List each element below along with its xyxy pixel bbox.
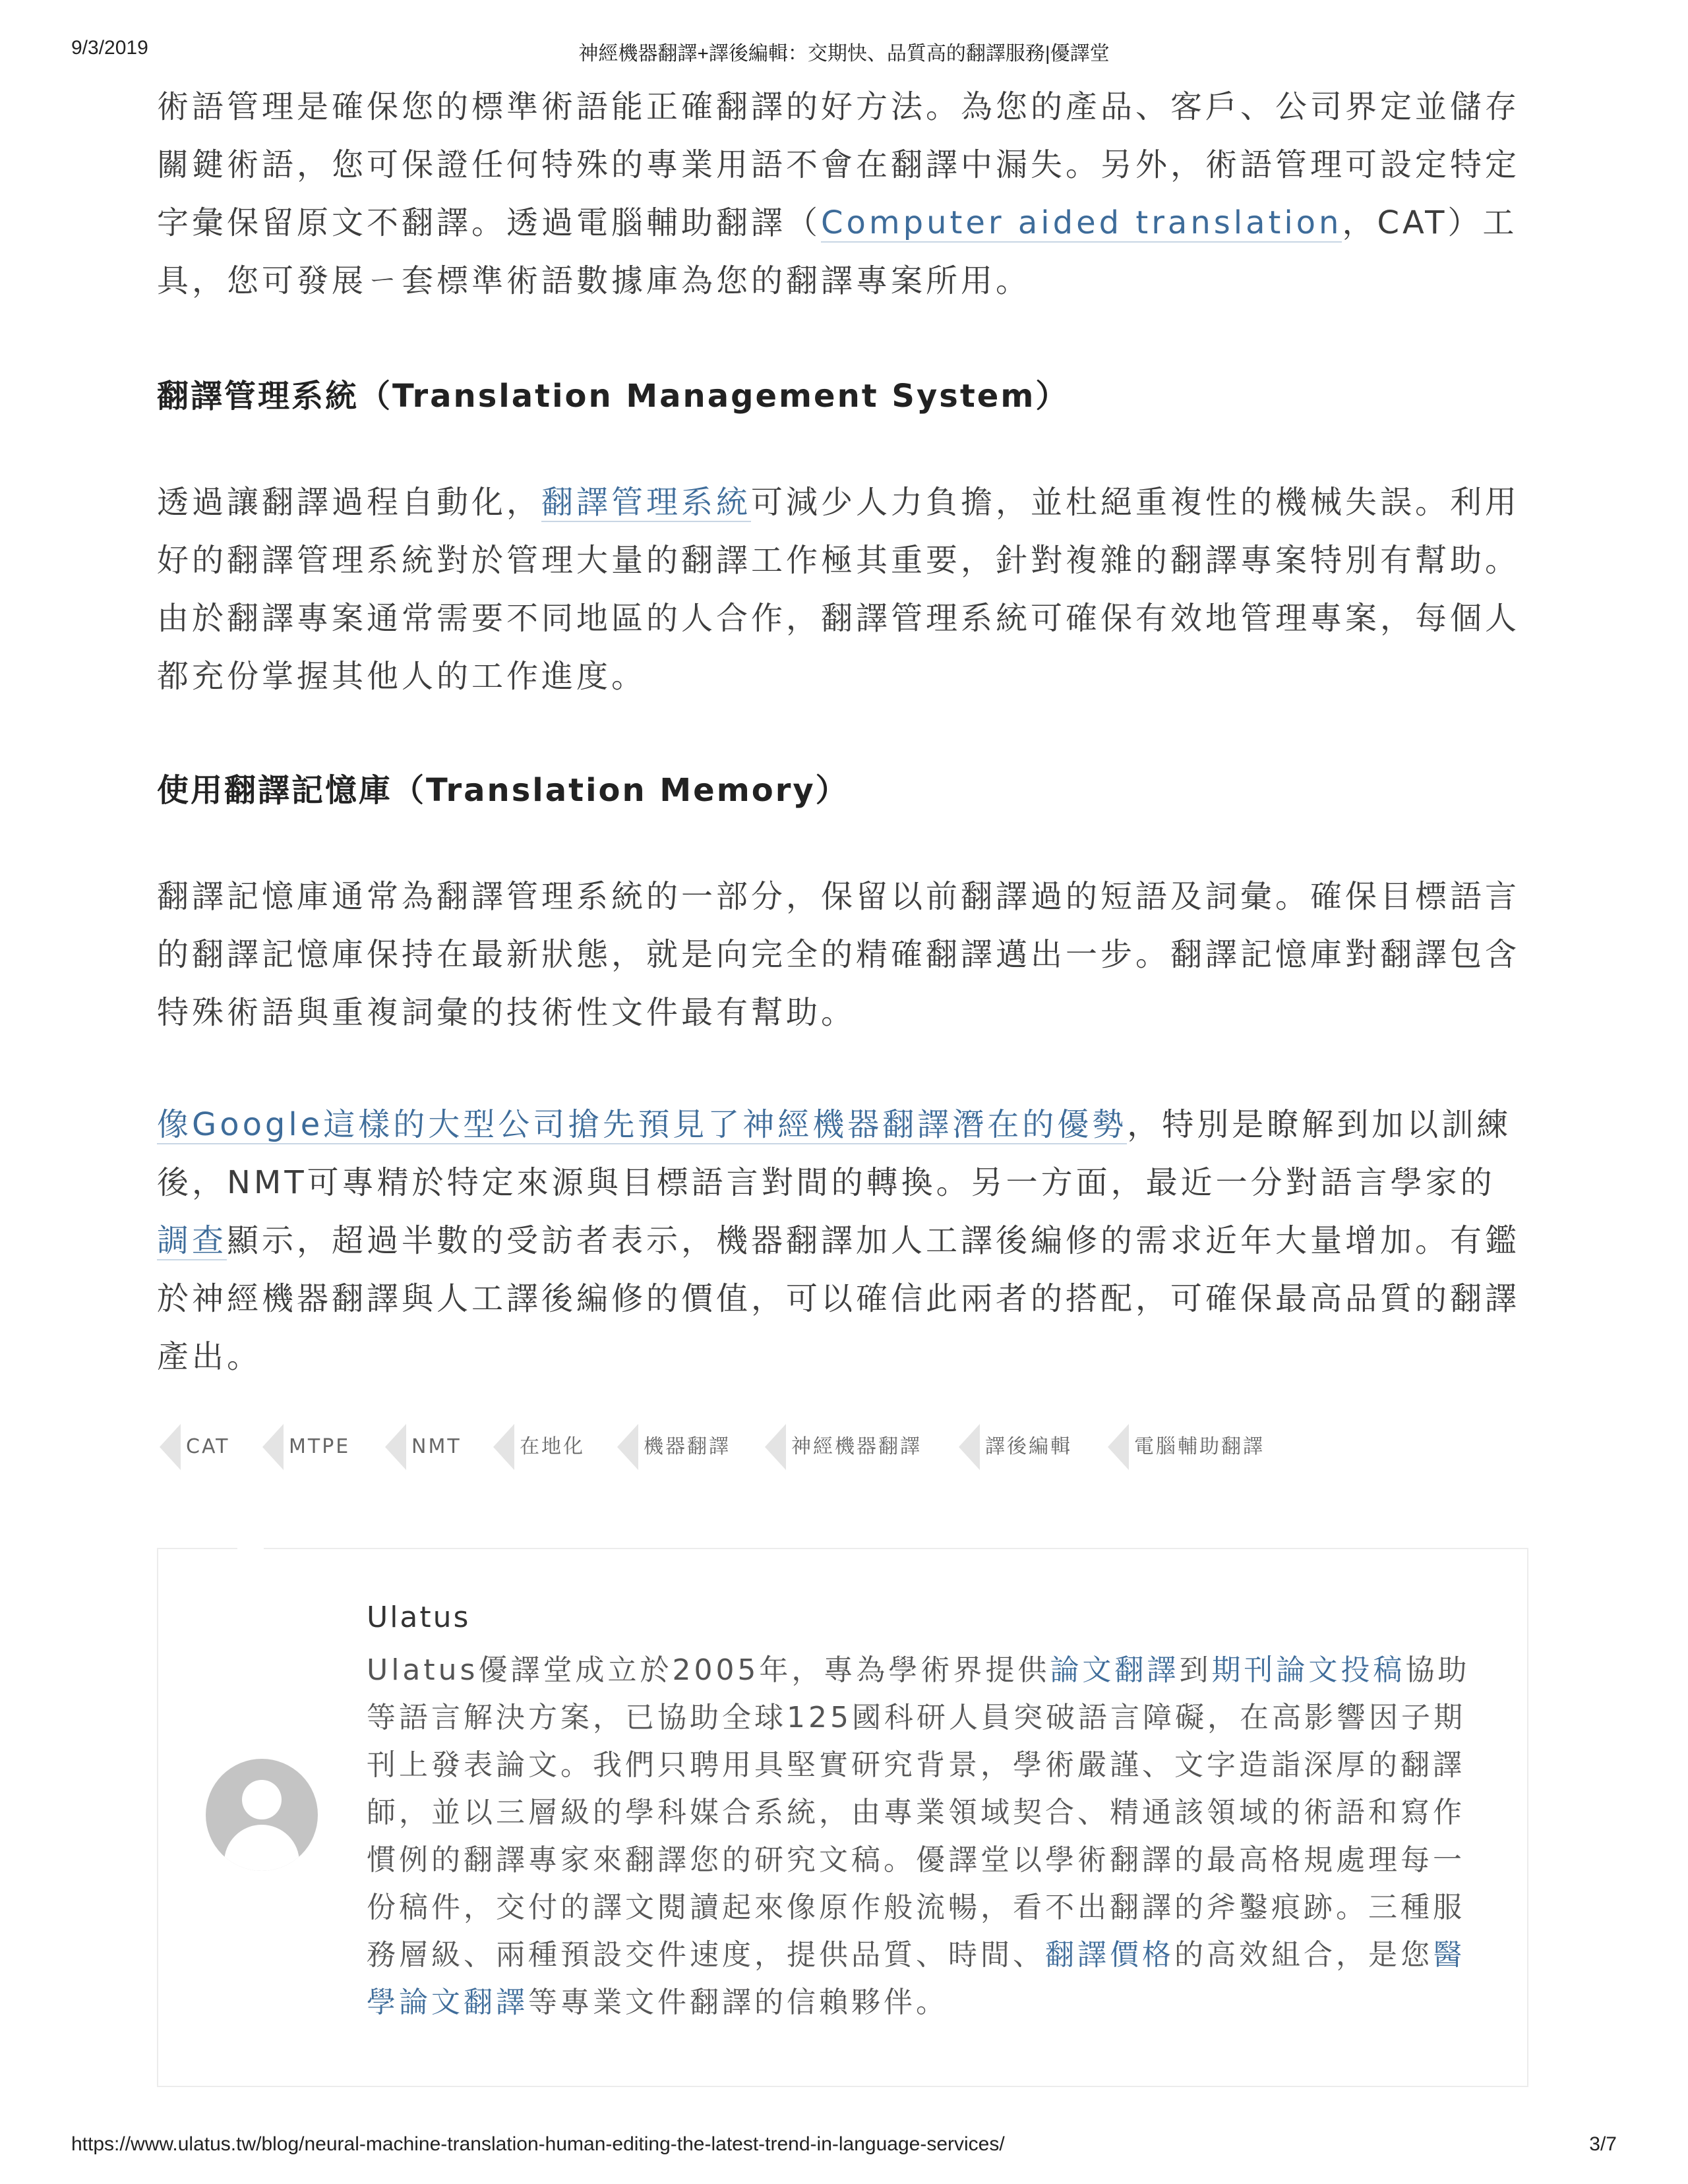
author-bio: Ulatus優譯堂成立於2005年，專為學術界提供論文翻譯到期刊論文投稿協助等語言解決方案，已協助全球125國科研人員突破語言障礙，在高影響因子期刊上發表論文。我們只聘用具堅實研究背景，學術嚴謹、文字造詣深厚的翻譯師，並以三層級的學科媒合系統，由專業領域契合、精通該領域的術語和寫作慣例的翻譯專家來翻譯您的研究文稿。優譯堂以學術翻譯的最高格規處理每一份稿件，交付的譯文閱讀起來像原作般流暢，看不出翻譯的斧鑿痕跡。三種服務層級、兩種預設交件速度，提供品質、時間、翻譯價格的高效組合，是您醫學論文翻譯等專業文件翻譯的信賴夥伴。 [367,1653,1470,2019]
page-number: 3/7 [1589,2133,1617,2155]
print-page-title: 神經機器翻譯+譯後編輯：交期快、品質高的翻譯服務|優譯堂 [578,43,1110,65]
paragraph-terminology: 術語管理是確保您的標準術語能正確翻譯的好方法。為您的產品、客戶、公司界定並儲存關鍵術語，您可保證任何特殊的專業用語不會在翻譯中漏失。另外，術語管理可設定特定字彙保留原文不翻譯。透過電腦輔助翻譯（Computer aided translation，CAT）工具，您可發展ㄧ套標準術語數據庫為您的翻譯專案所用。 [157,88,1521,299]
link-tms[interactable]: 翻譯管理系統 [541,484,752,521]
link-thesis-translation[interactable]: 論文翻譯 [1050,1653,1180,1687]
author-box [157,1548,1528,2087]
link-translation-price[interactable]: 翻譯價格 [1045,1938,1174,1972]
heading-tms: 翻譯管理系統（Translation Management System） [157,378,1070,415]
tag-neural-machine-translation[interactable]: 神經機器翻譯 [791,1424,922,1470]
print-footer [71,2133,1617,2160]
tag-cat-tools[interactable]: 電腦輔助翻譯 [1134,1424,1265,1470]
link-medical-translation[interactable]: 醫學論文翻譯 [367,1938,1465,2019]
tag-mtpe[interactable]: MTPE [289,1424,350,1470]
tag-post-editing[interactable]: 譯後編輯 [985,1424,1072,1470]
link-journal-submission[interactable]: 期刊論文投稿 [1211,1653,1406,1687]
print-url: https://www.ulatus.tw/blog/neural-machine-translation-human-editing-the-latest-trend-in-language-services/ [71,2133,1005,2155]
link-google-nmt[interactable]: 像Google這樣的大型公司搶先預見了神經機器翻譯潛在的優勢 [157,1106,1128,1143]
tag-cat[interactable]: CAT [186,1424,229,1470]
author-name[interactable]: Ulatus [367,1601,471,1634]
tag-nmt[interactable]: NMT [411,1424,462,1470]
avatar [206,1759,318,1871]
tag-list [157,1424,1528,1470]
link-survey[interactable]: 調查 [157,1222,227,1259]
tag-machine-translation[interactable]: 機器翻譯 [644,1424,731,1470]
paragraph-nmt: 像Google這樣的大型公司搶先預見了神經機器翻譯潛在的優勢，特別是瞭解到加以訓練後，NMT可專精於特定來源與目標語言對間的轉換。另一方面，最近一分對語言學家的調查顯示，超過半數的受訪者表示，機器翻譯加人工譯後編修的需求近年大量增加。有鑑於神經機器翻譯與人工譯後編修的價值，可以確信此兩者的搭配，可確保最高品質的翻譯產出。 [157,1106,1521,1375]
tag-localization[interactable]: 在地化 [520,1424,585,1470]
paragraph-tms: 透過讓翻譯過程自動化，翻譯管理系統可減少人力負擔，並杜絕重複性的機械失誤。利用好的翻譯管理系統對於管理大量的翻譯工作極其重要，針對複雜的翻譯專案特別有幫助。由於翻譯專案通常需要不同地區的人合作，翻譯管理系統可確保有效地管理專案，每個人都充份掌握其他人的工作進度。 [157,484,1521,695]
paragraph-translation-memory: 翻譯記憶庫通常為翻譯管理系統的一部分，保留以前翻譯過的短語及詞彙。確保目標語言的翻譯記憶庫保持在最新狀態，就是向完全的精確翻譯邁出一步。翻譯記憶庫對翻譯包含特殊術語與重複詞彙的技術性文件最有幫助。 [157,878,1521,1031]
print-header [71,37,1617,63]
print-date: 9/3/2019 [71,37,148,59]
link-computer-aided-translation[interactable]: Computer aided translation [821,204,1342,241]
heading-translation-memory: 使用翻譯記憶庫（Translation Memory） [157,772,849,809]
